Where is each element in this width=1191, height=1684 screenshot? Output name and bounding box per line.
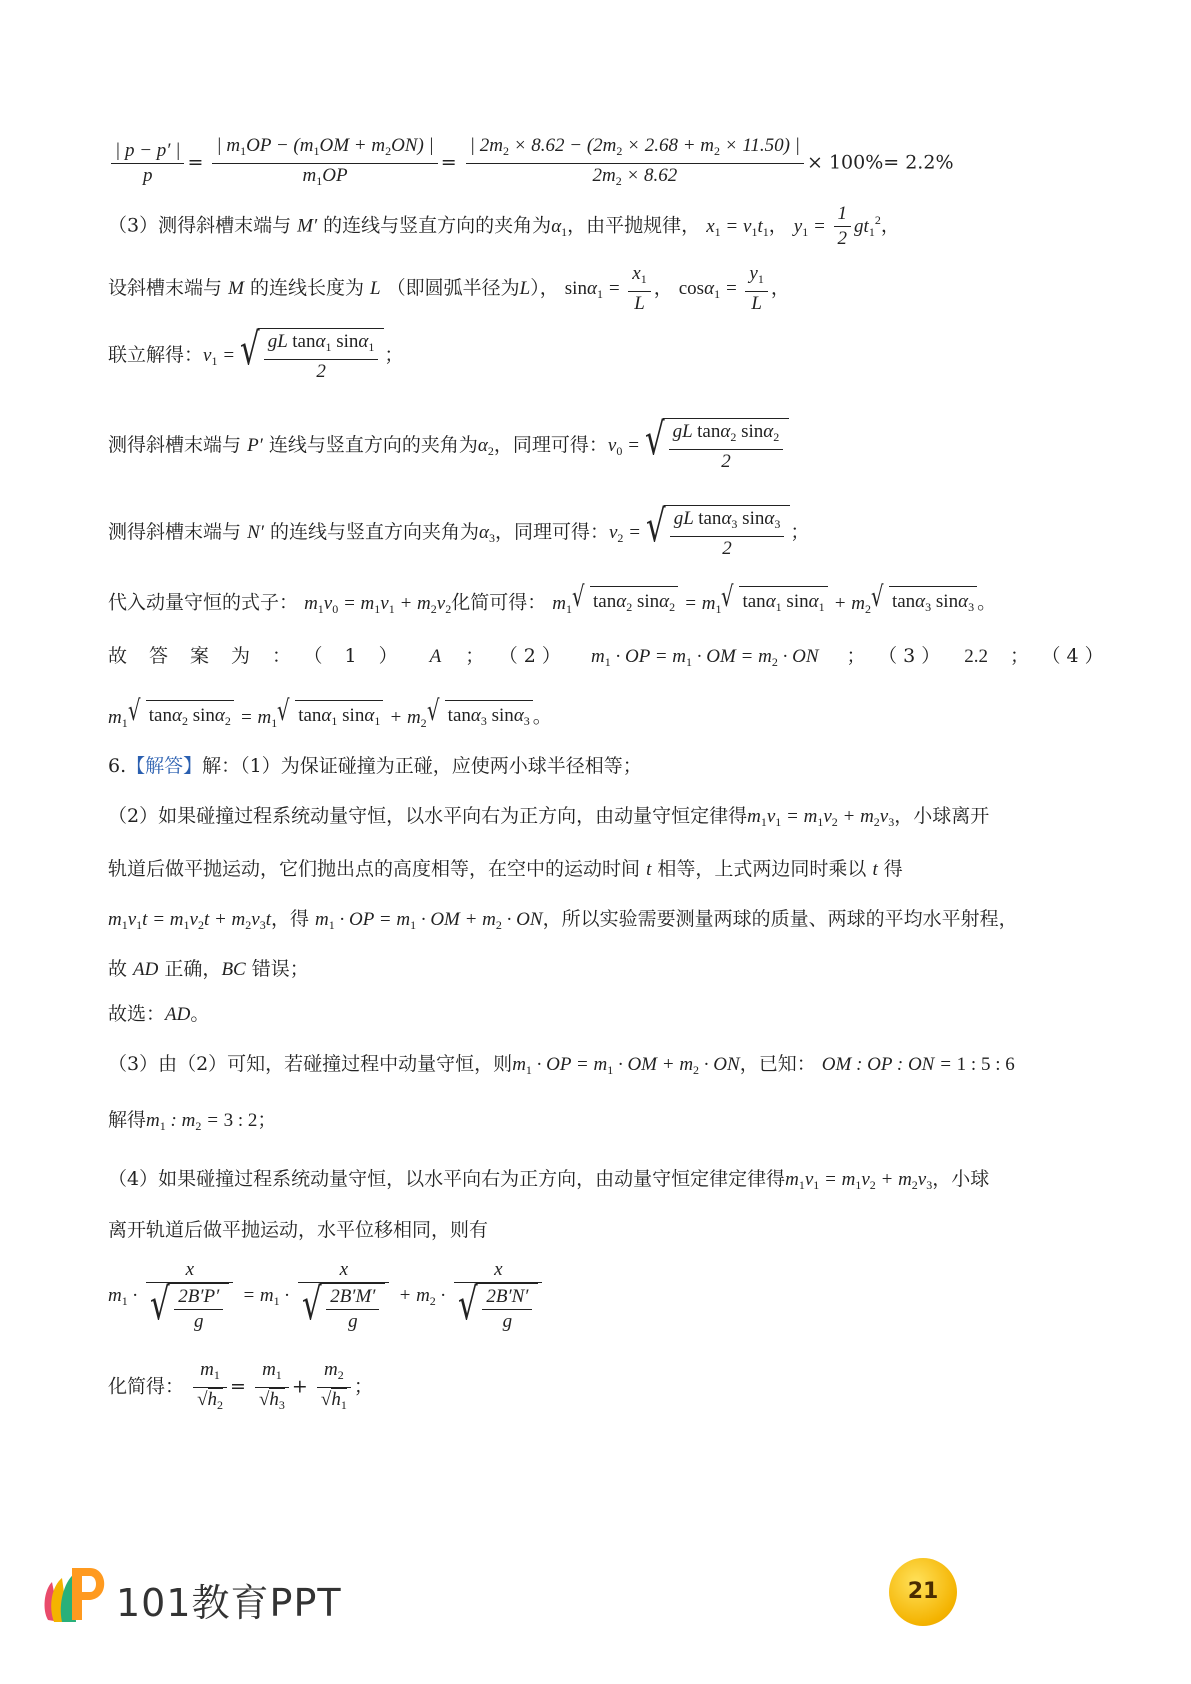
text-line-3a: （3）测得斜槽末端与 M′ 的连线与竖直方向的夹角为$\alpha_1$，由平抛规律， $x_1 = v_1t_1$， $y_1$ = $\frac{1}{2}$ $gt_1^2$，: [108, 203, 900, 249]
logo-text: 101教育PPT: [116, 1581, 342, 1625]
logo-icon: [45, 1568, 105, 1622]
text-line-v1: 联立解得：$v_1$ = √ $\frac{gL \tan\alpha_1 \sin\alpha_1}{2}$ ；: [108, 324, 404, 382]
solution-tag: 【解答】: [126, 755, 203, 777]
text-line-v0: 测得斜槽末端与 P′ 连线与竖直方向的夹角为$\alpha_2$，同理可得：$v_0$ = √ $\frac{gL \tan\alpha_2 \sin\alpha_2}{2}$: [108, 418, 789, 474]
solution-6-part2: （2）如果碰撞过程系统动量守恒，以水平向右为正方向，由动量守恒定律得$m_1v_1 = m_1v_2 + m_2v_3$，小球离开: [108, 805, 990, 829]
text-line-v2: 测得斜槽末端与 N′ 的连线与竖直方向夹角为$\alpha_3$，同理可得：$v_2$ = √ $\frac{gL \tan\alpha_3 \sin\alpha_3}{2}$ ；: [108, 501, 810, 559]
page-number: 21: [889, 1558, 957, 1626]
answer-summary: 故答案为：（1） A ； （ 2 ） $m_1$ · OP = $m_1$ · OM = $m_2$ · ON ； （ 3 ） 2.2 ； （ 4 ）: [108, 645, 1104, 669]
solution-6-part2-eq: $m_1v_1t = m_1v_2t + m_2v_3t$，得 $m_1$ · OP = $m_1$ · OM + $m_2$ · ON，所以实验需要测量两球的质量、两球的平均水平射程，: [108, 908, 1018, 932]
solution-6-part2-cont: 轨道后做平抛运动，它们抛出点的高度相等，在空中的运动时间 t 相等，上式两边同时乘以 t 得: [108, 858, 903, 880]
formula-relative-error: $\frac{| p - p' |}{p}$ = $\frac{| m_1OP - (m_1OM + m_2ON) |}{m_1OP}$ = $\frac{| 2m_2 \times 8.62 - (2m_2 \times 2.68 + m_2 \times 11.50) |}{2m_2 \times 8.62}$ × 100%= 2.2%: [108, 134, 954, 193]
solution-6-choice: 故选：AD。: [108, 1003, 210, 1025]
solution-6-conclusion: 故 AD 正确，BC 错误；: [108, 958, 309, 980]
solution-6-heading: 6.【解答】解：（1）为保证碰撞为正碰，应使两小球半径相等；: [108, 755, 642, 777]
solution-6-part3: （3）由（2）可知，若碰撞过程中动量守恒，则$m_1$ · OP = $m_1$ · OM + $m_2$ · ON，已知： OM : OP : ON = 1 : 5 : 6: [108, 1053, 1015, 1077]
solution-6-part4: （4）如果碰撞过程系统动量守恒，以水平向右为正方向，由动量守恒定律定律得$m_1v_1 = m_1v_2 + m_2v_3$，小球: [108, 1168, 990, 1192]
text-line-3b: 设斜槽末端与 M 的连线长度为 L （即圆弧半径为L）， sinα$_1$ = $\frac{x_1}{L}$ ， cosα$_1$ = $\frac{y_1}{L}$ ，: [108, 263, 790, 314]
solution-6-simplified: 化简得： $\frac{m_1}{√h_2}$ = $\frac{m_1}{√h_3}$ + $\frac{m_2}{√h_1}$ ；: [108, 1359, 373, 1412]
answer-summary-4: $m_1$ √ tanα$_2$ $\sin\alpha_2 = m_1$ √ tanα$_1$ $\sin\alpha_1 + m_2$ √ tanα$_3$ sinα$_3$ 。: [108, 700, 552, 737]
solution-6-part3-result: 解得$m_1$ : $m_2 = 3$ : 2；: [108, 1109, 277, 1133]
solution-6-part4-eq: $m_1$ · x √ $\frac{2B'P'}{g}$ = $m_1$ · x √ $\frac{2B'M'}{g}$ + $m_2$ · x √ $\frac{2B'N'}{g}$: [108, 1258, 545, 1334]
solution-6-part4-cont: 离开轨道后做平抛运动，水平位移相同，则有: [108, 1219, 489, 1241]
text-line-momentum: 代入动量守恒的式子： $m_1v_0 = m_1v_1 + m_2v_2$化简可得： $m_1$ √ tanα$_2$ $\sin\alpha_2 = m_1$ √ tanα$_1$ $\sin\alpha_1 + m_2$ √ tanα$_3$ sinα$_3$ 。: [108, 586, 996, 623]
